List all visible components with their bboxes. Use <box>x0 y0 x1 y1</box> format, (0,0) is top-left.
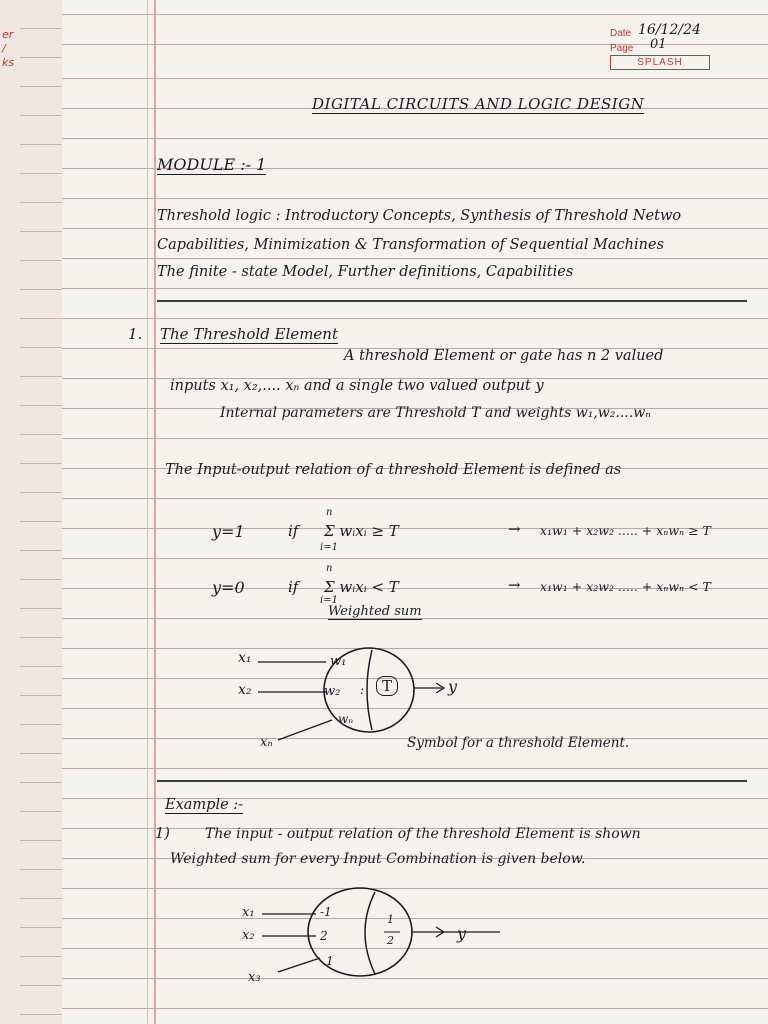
section-divider <box>157 780 747 782</box>
weight-label: 1 <box>326 954 334 968</box>
sum-upper-limit: n <box>326 563 333 574</box>
page-label: Page <box>610 43 634 54</box>
sum-lower-limit: i=1 <box>320 542 338 553</box>
syllabus-line: Capabilities, Minimization & Transformation of Sequential Machines <box>157 237 665 253</box>
margin-line <box>154 0 156 1024</box>
page-title: DIGITAL CIRCUITS AND LOGIC DESIGN <box>312 95 645 113</box>
edge-tab-text <box>2 28 42 70</box>
weight-label: -1 <box>320 905 332 919</box>
body-line: Internal parameters are Threshold T and weights w₁,w₂....wₙ <box>220 405 651 421</box>
edge-text-line: er <box>2 28 14 41</box>
arrow: → <box>508 520 521 538</box>
input-label: x₁ <box>242 905 255 920</box>
margin-line-inner <box>147 0 148 1024</box>
weight-label: wₙ <box>338 712 354 726</box>
weight-label: w₁ <box>330 654 347 669</box>
body-line: A threshold Element or gate has n 2 valued <box>344 348 664 364</box>
threshold-numerator: 1 <box>387 913 394 926</box>
weighted-sum-label: Weighted sum <box>328 604 422 619</box>
sum-lower-limit: i=1 <box>320 595 338 606</box>
edge-text-line: / <box>2 42 6 55</box>
expanded-sum: x₁w₁ + x₂w₂ ..... + xₙwₙ ≥ T <box>540 523 711 538</box>
equation-condition: if <box>288 522 299 540</box>
expanded-sum: x₁w₁ + x₂w₂ ..... + xₙwₙ < T <box>540 579 711 594</box>
threshold-label: T <box>376 676 398 696</box>
edge-text-line: ks <box>2 56 15 69</box>
arrow: → <box>508 576 521 594</box>
element-divider <box>365 892 375 974</box>
equation-lhs: y=0 <box>212 578 245 597</box>
input-label: x₃ <box>248 970 261 985</box>
edge-ruled-lines <box>20 0 62 1024</box>
date-label: Date <box>610 28 632 39</box>
output-label: y <box>448 677 458 696</box>
module-heading: MODULE :- 1 <box>157 155 267 174</box>
page-header <box>610 20 760 72</box>
relation-intro: The Input-output relation of a threshold Element is defined as <box>165 462 622 478</box>
adjacent-notebook-edge <box>0 0 64 1024</box>
example-number: 1) <box>155 826 170 842</box>
example-line: The input - output relation of the threshold Element is shown <box>205 826 641 842</box>
syllabus-line: The finite - state Model, Further definitions, Capabilities <box>157 264 574 280</box>
input-line <box>278 720 332 740</box>
input-line <box>278 958 320 972</box>
threshold-denominator: 2 <box>387 934 394 947</box>
example-heading: Example :- <box>165 797 244 813</box>
date-value: 16/12/24 <box>638 22 701 38</box>
dots: : <box>360 683 365 697</box>
brand-logo: SPLASH <box>610 55 710 70</box>
page-number: 01 <box>650 37 667 52</box>
example-line: Weighted sum for every Input Combination is given below. <box>170 851 586 867</box>
section-divider <box>157 300 747 302</box>
input-label: x₂ <box>242 928 255 943</box>
sum-expression: Σ wᵢxᵢ ≥ T <box>324 522 399 540</box>
diagram-caption: Symbol for a threshold Element. <box>407 735 630 751</box>
sum-expression: Σ wᵢxᵢ < T <box>324 578 399 596</box>
weight-label: w₂ <box>324 684 341 699</box>
equation-condition: if <box>288 578 299 596</box>
section-number: 1. <box>128 325 143 343</box>
section-heading: The Threshold Element <box>160 325 338 343</box>
input-label: x₁ <box>238 650 252 666</box>
sum-upper-limit: n <box>326 507 333 518</box>
equation-lhs: y=1 <box>212 522 245 541</box>
weight-label: 2 <box>320 929 328 943</box>
input-label: x₂ <box>238 682 252 698</box>
element-divider <box>367 650 372 730</box>
output-label: y <box>457 924 467 943</box>
notebook-page <box>62 0 768 1024</box>
body-line: inputs x₁, x₂,.... xₙ and a single two valued output y <box>170 378 544 394</box>
input-label: xₙ <box>260 735 273 750</box>
syllabus-line: Threshold logic : Introductory Concepts, Synthesis of Threshold Netwo <box>157 208 682 224</box>
